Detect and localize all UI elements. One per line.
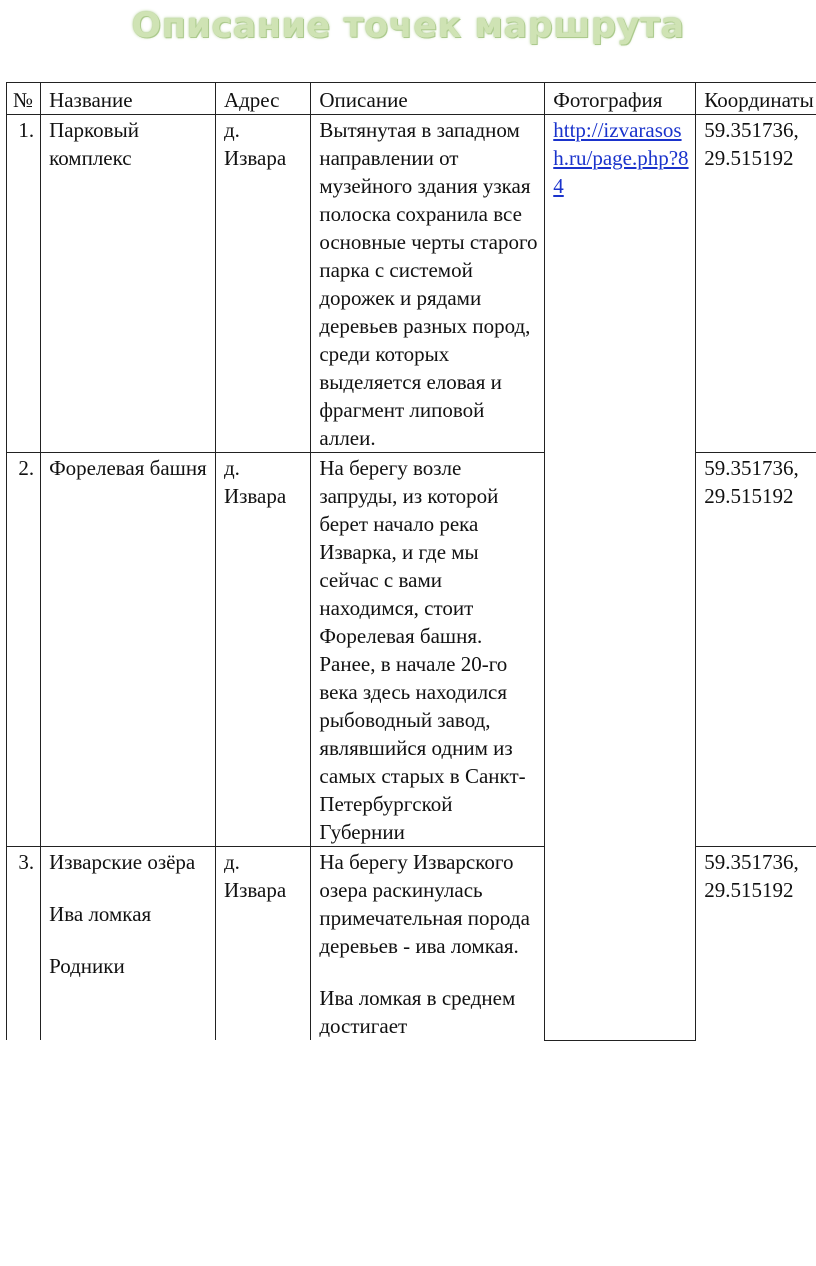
longitude: 29.515192	[704, 146, 794, 170]
point-address: д. Извара	[215, 115, 310, 453]
point-name: Парковый комплекс	[41, 115, 216, 453]
description-paragraph: На берегу Изварского озера раскинулась примечательная порода деревьев - ива ломкая.	[319, 850, 530, 958]
table-header-row	[7, 83, 816, 115]
point-coordinates	[696, 453, 816, 847]
header-address: Адрес	[215, 83, 310, 115]
photo-cell	[545, 115, 696, 1041]
point-description: На берегу возле запруды, из которой берет начало река Изварка, и где мы сейчас с вами находимся, стоит Форелевая башня. Ранее, в начале 20-го века здесь находился рыбоводный завод, являвшийся одним из самых старых в Санкт-Петербургской Губернии	[311, 453, 545, 847]
longitude: 29.515192	[704, 484, 794, 508]
point-address: д. Извара	[215, 847, 310, 1041]
latitude: 59.351736,	[704, 118, 799, 142]
header-name: Название	[41, 83, 216, 115]
header-number: №	[7, 83, 41, 115]
point-coordinates	[696, 847, 816, 1041]
point-description: Вытянутая в западном направлении от музейного здания узкая полоска сохранила все основные черты старого парка с системой дорожек и рядами деревьев разных пород, среди которых выделяется еловая и фрагмент липовой аллеи.	[311, 115, 545, 453]
point-description	[311, 847, 545, 1041]
point-address: д. Извара	[215, 453, 310, 847]
point-name-line: Изварские озёра	[49, 850, 196, 874]
table-row	[7, 115, 816, 453]
row-number: 1.	[7, 115, 41, 453]
latitude: 59.351736,	[704, 850, 799, 874]
route-points-table	[6, 82, 816, 1041]
row-number: 3.	[7, 847, 41, 1041]
description-paragraph: Ива ломкая в среднем достигает	[319, 986, 516, 1038]
latitude: 59.351736,	[704, 456, 799, 480]
point-name: Форелевая башня	[41, 453, 216, 847]
point-name-line: Ива ломкая	[49, 902, 152, 926]
header-coordinates: Координаты	[696, 83, 816, 115]
page-title: Описание точек маршрута	[131, 6, 685, 46]
header-photo: Фотография	[545, 83, 696, 115]
photo-link[interactable]: http://izvarasosh.ru/page.php?84	[553, 118, 689, 198]
longitude: 29.515192	[704, 878, 794, 902]
row-number: 2.	[7, 453, 41, 847]
point-name	[41, 847, 216, 1041]
point-coordinates	[696, 115, 816, 453]
point-name-line: Родники	[49, 954, 125, 978]
header-description: Описание	[311, 83, 545, 115]
